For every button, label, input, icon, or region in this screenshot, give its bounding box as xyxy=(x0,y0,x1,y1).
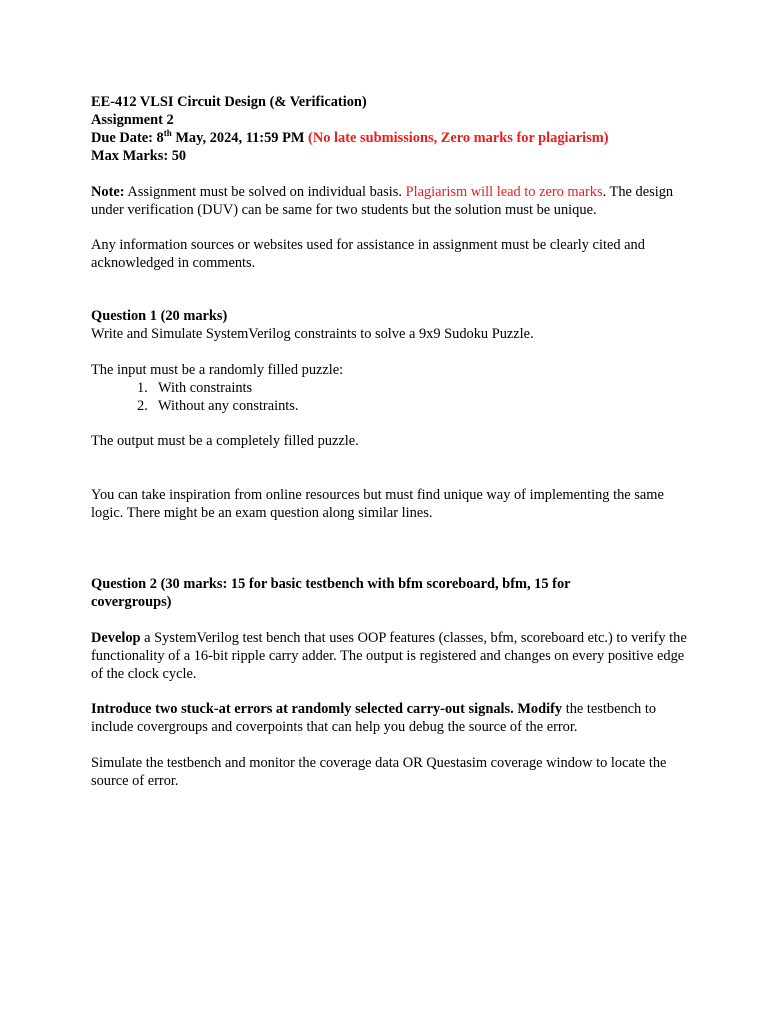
question-2-introduce-paragraph xyxy=(91,700,691,736)
develop-label: Develop xyxy=(91,630,141,646)
assignment-title: Assignment 2 xyxy=(91,112,174,128)
introduce-label: Introduce two stuck-at errors at randomly selected carry-out signals. Modify xyxy=(91,701,563,717)
list-item-number: 1. xyxy=(137,380,148,396)
question-1-text: Write and Simulate SystemVerilog constraints to solve a 9x9 Sudoku Puzzle. xyxy=(91,326,534,342)
list-item-text: With constraints xyxy=(158,380,253,396)
due-date-warning: (No late submissions, Zero marks for plagiarism) xyxy=(308,130,609,146)
note-paragraph xyxy=(91,183,691,219)
list-item xyxy=(137,397,299,415)
note-text-2: . The design under verification (DUV) can be same for two students but the solution must be unique. xyxy=(91,184,674,218)
question-2-develop-paragraph xyxy=(91,629,691,683)
question-1-title: Question 1 (20 marks) xyxy=(91,308,228,324)
course-title: EE-412 VLSI Circuit Design (& Verification) xyxy=(91,94,367,110)
due-date-value: May, 2024, 11:59 PM xyxy=(171,130,309,146)
due-date-sup: th xyxy=(163,128,172,139)
list-item-number: 2. xyxy=(137,398,148,414)
note-warning: Plagiarism will lead to zero marks xyxy=(405,184,603,200)
due-date-label: Due Date: 8 xyxy=(91,130,164,146)
question-1-input-text: The input must be a randomly filled puzzle: xyxy=(91,362,344,378)
document-header xyxy=(91,93,691,165)
note-label: Note: xyxy=(91,184,125,200)
question-1-output-text: The output must be a completely filled puzzle. xyxy=(91,433,359,449)
question-1-inspiration-text: You can take inspiration from online resources but must find unique way of implementing the same logic. There might be an exam question along similar lines. xyxy=(91,487,664,521)
max-marks: Max Marks: 50 xyxy=(91,148,187,164)
develop-text: a SystemVerilog test bench that uses OOP features (classes, bfm, scoreboard etc.) to verify the functionality of a 16-bit ripple carry adder. The output is registered and changes on every positive edge of the clock cycle. xyxy=(91,630,687,682)
introduce-text: the testbench to include covergroups and coverpoints that can help you debug the source of the error. xyxy=(91,701,657,735)
list-item xyxy=(137,379,252,397)
note-text-1: Assignment must be solved on individual basis. xyxy=(124,184,406,200)
citation-paragraph: Any information sources or websites used for assistance in assignment must be clearly cited and acknowledged in comments. xyxy=(91,237,645,271)
question-2-simulate-paragraph: Simulate the testbench and monitor the coverage data OR Questasim coverage window to locate the source of error. xyxy=(91,755,667,789)
list-item-text: Without any constraints. xyxy=(158,398,299,414)
due-date xyxy=(91,129,691,147)
question-2-title: Question 2 (30 marks: 15 for basic testbench with bfm scoreboard, bfm, 15 for covergroups) xyxy=(91,576,571,610)
